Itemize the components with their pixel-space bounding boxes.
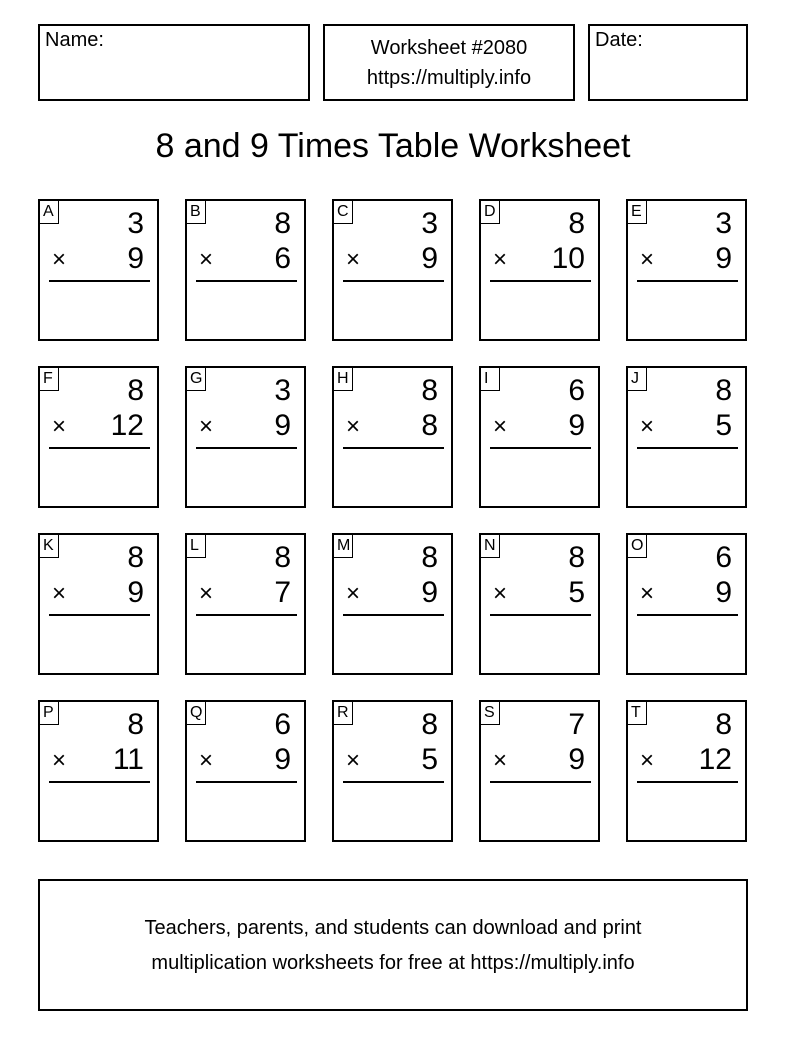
problem-letter: A <box>40 201 59 224</box>
times-icon: × <box>52 580 67 607</box>
problem-o[interactable] <box>626 533 747 675</box>
problem-multiplicand: 6 <box>715 541 732 574</box>
problem-letter: Q <box>187 702 206 725</box>
problem-r[interactable] <box>332 700 453 842</box>
problem-letter: T <box>628 702 647 725</box>
problem-multiplicand: 6 <box>568 374 585 407</box>
times-icon: × <box>493 747 508 774</box>
problem-multiplicand: 8 <box>568 207 585 240</box>
problem-multiplier: 9 <box>421 242 438 275</box>
problem-multiplicand: 8 <box>274 207 291 240</box>
answer-line <box>196 280 297 282</box>
problem-m[interactable] <box>332 533 453 675</box>
answer-line <box>637 280 738 282</box>
answer-line <box>490 280 591 282</box>
problem-i[interactable] <box>479 366 600 508</box>
problem-multiplicand: 8 <box>715 708 732 741</box>
answer-line <box>343 614 444 616</box>
answer-line <box>343 447 444 449</box>
problem-multiplier: 5 <box>715 409 732 442</box>
problem-d[interactable] <box>479 199 600 341</box>
times-icon: × <box>493 580 508 607</box>
times-icon: × <box>346 580 361 607</box>
date-label: Date: <box>595 29 643 51</box>
answer-line <box>49 781 150 783</box>
answer-line <box>196 781 297 783</box>
problem-multiplier: 9 <box>568 743 585 776</box>
problem-letter: C <box>334 201 353 224</box>
problem-multiplicand: 8 <box>127 541 144 574</box>
footer-box <box>38 879 748 1011</box>
problem-multiplicand: 8 <box>274 541 291 574</box>
problem-j[interactable] <box>626 366 747 508</box>
times-icon: × <box>199 413 214 440</box>
problem-f[interactable] <box>38 366 159 508</box>
problem-letter: S <box>481 702 500 725</box>
problem-letter: H <box>334 368 353 391</box>
problem-g[interactable] <box>185 366 306 508</box>
worksheet-number: Worksheet #2080 <box>370 37 528 59</box>
times-icon: × <box>640 413 655 440</box>
footer-line-2: multiplication worksheets for free at https://multiply.info <box>151 952 635 974</box>
answer-line <box>490 781 591 783</box>
problem-multiplier: 5 <box>421 743 438 776</box>
times-icon: × <box>52 413 67 440</box>
times-icon: × <box>640 246 655 273</box>
problem-c[interactable] <box>332 199 453 341</box>
problem-multiplicand: 8 <box>127 374 144 407</box>
problem-letter: F <box>40 368 59 391</box>
answer-line <box>343 280 444 282</box>
problem-multiplicand: 3 <box>274 374 291 407</box>
problem-multiplicand: 6 <box>274 708 291 741</box>
times-icon: × <box>640 580 655 607</box>
problem-letter: J <box>628 368 647 391</box>
name-label: Name: <box>45 29 104 51</box>
problem-multiplier: 9 <box>127 242 144 275</box>
problem-letter: I <box>481 368 500 391</box>
problem-n[interactable] <box>479 533 600 675</box>
answer-line <box>490 614 591 616</box>
footer-line-1: Teachers, parents, and students can download and print <box>144 917 642 939</box>
problem-letter: K <box>40 535 59 558</box>
problem-multiplier: 7 <box>274 576 291 609</box>
times-icon: × <box>493 246 508 273</box>
problem-multiplicand: 8 <box>568 541 585 574</box>
problem-multiplier: 12 <box>698 743 732 776</box>
problem-q[interactable] <box>185 700 306 842</box>
times-icon: × <box>199 747 214 774</box>
times-icon: × <box>640 747 655 774</box>
problem-multiplicand: 3 <box>715 207 732 240</box>
problem-multiplier: 5 <box>568 576 585 609</box>
answer-line <box>49 614 150 616</box>
problem-multiplicand: 8 <box>421 374 438 407</box>
problem-multiplicand: 7 <box>568 708 585 741</box>
problem-multiplier: 9 <box>127 576 144 609</box>
answer-line <box>196 614 297 616</box>
answer-line <box>490 447 591 449</box>
problem-a[interactable] <box>38 199 159 341</box>
problem-letter: L <box>187 535 206 558</box>
problem-multiplier: 12 <box>110 409 144 442</box>
problem-multiplier: 9 <box>274 743 291 776</box>
answer-line <box>196 447 297 449</box>
times-icon: × <box>493 413 508 440</box>
problem-letter: R <box>334 702 353 725</box>
times-icon: × <box>346 747 361 774</box>
answer-line <box>49 447 150 449</box>
problem-letter: P <box>40 702 59 725</box>
problem-letter: G <box>187 368 206 391</box>
problem-letter: E <box>628 201 647 224</box>
problem-k[interactable] <box>38 533 159 675</box>
answer-line <box>637 614 738 616</box>
problem-multiplier: 9 <box>715 576 732 609</box>
problem-letter: O <box>628 535 647 558</box>
problem-l[interactable] <box>185 533 306 675</box>
problem-b[interactable] <box>185 199 306 341</box>
problem-multiplier: 10 <box>551 242 585 275</box>
problem-multiplier: 6 <box>274 242 291 275</box>
problem-p[interactable] <box>38 700 159 842</box>
problem-multiplicand: 8 <box>421 708 438 741</box>
problem-multiplicand: 3 <box>127 207 144 240</box>
problem-letter: B <box>187 201 206 224</box>
problem-multiplier: 9 <box>715 242 732 275</box>
problem-multiplicand: 8 <box>127 708 144 741</box>
problem-multiplier: 9 <box>568 409 585 442</box>
problem-s[interactable] <box>479 700 600 842</box>
problem-multiplier: 8 <box>421 409 438 442</box>
times-icon: × <box>199 580 214 607</box>
problem-multiplicand: 8 <box>421 541 438 574</box>
problem-multiplier: 9 <box>421 576 438 609</box>
problem-multiplicand: 8 <box>715 374 732 407</box>
problem-multiplicand: 3 <box>421 207 438 240</box>
times-icon: × <box>346 413 361 440</box>
times-icon: × <box>52 246 67 273</box>
problem-h[interactable] <box>332 366 453 508</box>
times-icon: × <box>199 246 214 273</box>
answer-line <box>637 447 738 449</box>
times-icon: × <box>52 747 67 774</box>
answer-line <box>49 280 150 282</box>
answer-line <box>343 781 444 783</box>
problem-letter: D <box>481 201 500 224</box>
problem-e[interactable] <box>626 199 747 341</box>
answer-line <box>637 781 738 783</box>
problem-letter: M <box>334 535 353 558</box>
site-url: https://multiply.info <box>366 67 532 89</box>
times-icon: × <box>346 246 361 273</box>
problem-t[interactable] <box>626 700 747 842</box>
problem-multiplier: 9 <box>274 409 291 442</box>
page-title: 8 and 9 Times Table Worksheet <box>155 127 631 165</box>
problem-letter: N <box>481 535 500 558</box>
problem-multiplier: 11 <box>112 743 144 776</box>
